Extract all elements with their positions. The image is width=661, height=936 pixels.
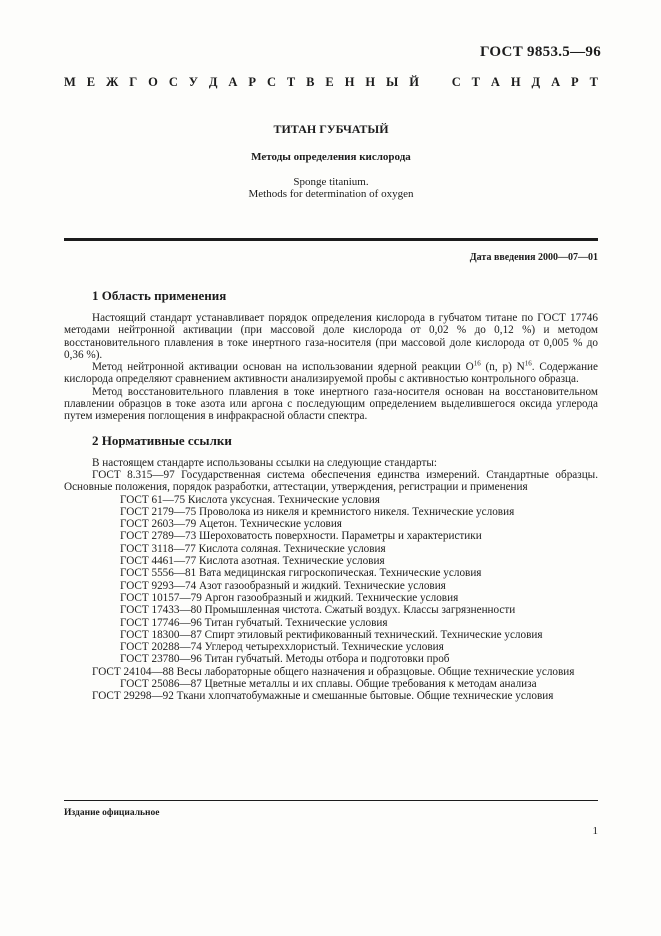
banner-letter: Ж (106, 75, 119, 89)
page-number: 1 (592, 825, 598, 837)
document-subtitle: Методы определения кислорода (251, 151, 411, 163)
banner-letter: Т (471, 75, 480, 89)
section-2-intro: В настоящем стандарте использованы ссылки на следующие стандарты: (92, 456, 437, 469)
reference-item: ГОСТ 2603—79 Ацетон. Технические условия (120, 518, 342, 531)
reference-item: ГОСТ 2789—73 Шероховатость поверхности. Параметры и характеристики (120, 530, 482, 543)
banner-letter: Н (365, 75, 376, 89)
reference-item: ГОСТ 2179—75 Проволока из никеля и кремнистого никеля. Технические условия (120, 505, 515, 518)
reference-item: ГОСТ 8.315—97 Государственная система обеспечения единства измерений. Стандартные образцы. Основные положения, порядок разработки, аттестации, утверждения, регистрации и применения (64, 468, 598, 494)
section-1-paragraph-1: Настоящий стандарт устанавливает порядок определения кислорода в губчатом титане по ГОСТ 17746 методами нейтронной активации (при массовой доле кислорода от 0,02 % до 0,12 %) и методом восстановительного плавления в токе инертного газа-носителя (при массовой доле кислорода от 0,005 % до 0,36 %). (64, 312, 598, 361)
banner-letter: В (306, 75, 315, 89)
banner-letter: С (168, 75, 178, 89)
references-list (64, 469, 598, 703)
document-title: ТИТАН ГУБЧАТЫЙ (273, 122, 389, 136)
reference-item: ГОСТ 23780—96 Титан губчатый. Методы отбора и подготовки проб (120, 653, 450, 666)
reference-item: ГОСТ 3118—77 Кислота соляная. Технические условия (120, 542, 386, 555)
p2-sup-2: 16 (524, 359, 532, 368)
banner-letter: С (266, 75, 276, 89)
english-title (64, 176, 598, 200)
p2-text-a: Метод нейтронной активации основан на использовании ядерной реакции O (92, 361, 474, 374)
p2-text-c: . Содержание кислорода определяют сравнением активности анализируемой пробы с активностью контрольного образца. (64, 361, 599, 386)
banner-letter: Р (248, 75, 257, 89)
reference-item: ГОСТ 17433—80 Промышленная чистота. Сжатый воздух. Классы загрязненности (120, 604, 516, 617)
reference-item: ГОСТ 5556—81 Вата медицинская гигроскопическая. Технические условия (120, 567, 482, 580)
reference-item: ГОСТ 29298—92 Ткани хлопчатобумажные и смешанные бытовые. Общие технические условия (92, 690, 554, 703)
introduction-date: Дата введения 2000—07—01 (469, 252, 598, 263)
header-rule (64, 238, 598, 241)
footer-rule (64, 800, 598, 801)
banner-letter: Н (344, 75, 355, 89)
section-1-paragraph-3: Метод восстановительного плавления в токе инертного газа-носителя основан на восстановительном плавлении образцов в токе азота или аргона с последующим определением выделившегося оксида углерода путем измерения поглощения в инфракрасной области спектра. (64, 385, 598, 423)
p2-text-b: (n, p) N (480, 361, 525, 374)
banner-letter: М (64, 75, 76, 89)
banner-letter: Т (286, 75, 296, 89)
banner-letter: Ы (386, 75, 399, 89)
banner-letter: Т (589, 75, 598, 89)
banner-letter: А (490, 75, 500, 89)
reference-item: ГОСТ 61—75 Кислота уксусная. Технические условия (120, 493, 380, 506)
banner-letter: Д (208, 75, 218, 89)
banner-letter: С (451, 75, 461, 89)
banner-letter: У (188, 75, 198, 89)
edition-note: Издание официальное (64, 808, 160, 818)
banner-letter: О (148, 75, 158, 89)
document-body (64, 288, 598, 703)
reference-item: ГОСТ 4461—77 Кислота азотная. Технические условия (120, 555, 385, 568)
banner-letter: А (228, 75, 238, 89)
interstate-standard-banner (64, 75, 598, 90)
reference-item: ГОСТ 20288—74 Углерод четыреххлористый. Технические условия (120, 641, 444, 654)
english-title-line2: Methods for determination of oxygen (248, 188, 414, 200)
banner-letter: Г (129, 75, 138, 89)
reference-item: ГОСТ 18300—87 Спирт этиловый ректификованный технический. Технические условия (120, 628, 543, 641)
reference-item: ГОСТ 17746—96 Титан губчатый. Технические условия (120, 616, 388, 629)
p2-sup-1: 16 (473, 359, 481, 368)
reference-item: ГОСТ 24104—88 Весы лабораторные общего назначения и образцовые. Общие технические условия (92, 665, 575, 678)
section-2-heading: 2 Нормативные ссылки (92, 432, 232, 448)
reference-item: ГОСТ 9293—74 Азот газообразный и жидкий. Технические условия (120, 579, 446, 592)
document-code: ГОСТ 9853.5—96 (479, 44, 601, 60)
banner-letter: Д (531, 75, 541, 89)
section-1-heading: 1 Область применения (92, 288, 227, 303)
reference-item: ГОСТ 10157—79 Аргон газообразный и жидкий. Технические условия (120, 591, 459, 604)
banner-letter: А (551, 75, 561, 89)
banner-letter: Й (409, 75, 419, 89)
reference-item: ГОСТ 25086—87 Цветные металлы и их сплавы. Общие требования к методам анализа (120, 678, 537, 691)
banner-letter: Е (325, 75, 334, 89)
banner-letter: Е (86, 75, 96, 89)
banner-letter: Р (571, 75, 579, 89)
english-title-line1: Sponge titanium. (293, 176, 369, 188)
section-1-paragraph-2 (64, 361, 598, 386)
banner-letter: Н (510, 75, 521, 89)
